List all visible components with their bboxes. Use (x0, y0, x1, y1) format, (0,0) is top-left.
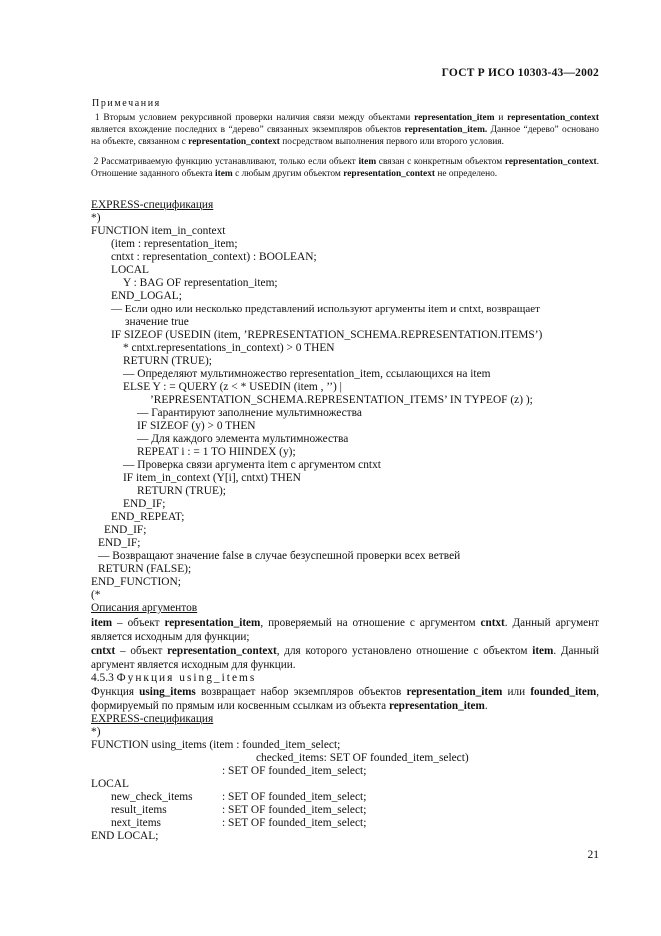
code-variable: new_check_items (111, 791, 193, 803)
argument-text: , проверяемый на отношение с аргументом (260, 617, 481, 629)
note-1 (91, 112, 599, 149)
code-line: RETURN (TRUE); (123, 355, 212, 367)
code-line: cntxt : representation_context) : BOOLEAN; (111, 251, 317, 263)
section-description (91, 686, 599, 713)
code-line: END_FUNCTION; (91, 576, 181, 588)
code-line: RETURN (TRUE); (137, 485, 226, 497)
note-text: 2 Рассматриваемую функцию устанавливают, только если объект (93, 157, 359, 167)
code-comment: — Гарантируют заполнение мультимножества (137, 407, 362, 419)
section-term: using_items (139, 686, 196, 698)
argument-item-description (91, 617, 599, 644)
code-line: END_REPEAT; (111, 511, 185, 523)
code-line: IF SIZEOF (USEDIN (item, ’REPRESENTATION_SCHEMA.REPRESENTATION.ITEMS’) (111, 329, 543, 341)
note-term: representation_context (507, 113, 599, 123)
section-text: . (484, 699, 488, 712)
code-variable: result_items (111, 804, 167, 816)
note-term: representation_context (188, 137, 280, 148)
code-line: END_LOGAL; (111, 290, 182, 302)
code-line: ’REPRESENTATION_SCHEMA.REPRESENTATION_ITEMS’ IN TYPEOF (z) ); (150, 394, 533, 406)
argument-text: – объект (112, 617, 165, 629)
code-line: END_IF; (123, 498, 166, 510)
code-line: *) (91, 212, 101, 224)
code-line: END_IF; (98, 537, 141, 549)
code-line: LOCAL (111, 264, 149, 276)
document-header-code: ГОСТ Р ИСО 10303-43—2002 (441, 67, 599, 79)
argument-text: , для которого установлено отношение с объектом (276, 645, 533, 657)
argument-descriptions-heading: Описания аргументов (91, 602, 198, 614)
section-term: representation_item (406, 686, 503, 698)
code-line: (* (91, 589, 101, 601)
code-line: LOCAL (91, 778, 129, 790)
code-line: REPEAT i : = 1 TO HIINDEX (y); (137, 446, 296, 458)
code-line: (item : representation_item; (111, 238, 238, 250)
argument-name: cntxt (91, 645, 116, 657)
code-type: : SET OF founded_item_select; (222, 804, 367, 816)
note-text: связан с конкретным объектом (376, 157, 505, 167)
code-line: END LOCAL; (91, 830, 159, 842)
argument-term: representation_item (164, 617, 261, 629)
code-line: Y : BAG OF representation_item; (123, 277, 278, 289)
argument-name: item (91, 617, 113, 629)
note-text: 1 Вторым условием рекурсивной проверки наличия связи между объектами (94, 113, 415, 123)
code-type: : SET OF founded_item_select; (222, 791, 367, 803)
code-line: RETURN (FALSE); (98, 563, 192, 575)
code-line: * cntxt.representations_in_context) > 0 THEN (123, 342, 335, 354)
note-text: с любым другим объектом (232, 169, 344, 180)
code-comment: — Если одно или несколько представлений используют аргументы item и cntxt, возвращает (111, 303, 540, 315)
express-spec-heading: EXPRESS-спецификация (91, 199, 214, 211)
section-heading (91, 672, 256, 685)
section-text: , формируемый по прямым или косвенным ссылкам из объекта (91, 686, 599, 712)
code-line: END_IF; (104, 524, 147, 536)
note-text: не определено. (435, 169, 498, 180)
section-title: Функция using_items (116, 672, 257, 684)
code-comment: — Проверка связи аргумента item с аргументом cntxt (123, 459, 381, 471)
note-term: representation_item (414, 113, 495, 123)
note-text: . Отношение заданного объекта (91, 157, 599, 180)
note-term: item (215, 169, 233, 180)
code-variable: next_items (111, 817, 161, 829)
section-term: founded_item (530, 686, 597, 698)
code-line: IF item_in_context (Y[i], cntxt) THEN (123, 472, 301, 484)
section-text: Функция (91, 686, 140, 698)
code-type: : SET OF founded_item_select; (222, 817, 367, 829)
code-line: ELSE Y : = QUERY (z < * USEDIN (item , ’’) | (123, 381, 342, 393)
note-text: является вхождение последних в “дерево” связанных экземпляров объектов (91, 125, 405, 136)
code-line: FUNCTION item_in_context (91, 225, 226, 237)
section-number: 4.5.3 (91, 672, 114, 684)
section-term: representation_item (388, 699, 485, 712)
code-line: IF SIZEOF (y) > 0 THEN (137, 420, 256, 432)
code-comment: — Определяют мультимножество representation_item, ссылающихся на item (123, 368, 491, 380)
section-text: возвращает набор экземпляров объектов (195, 686, 407, 698)
note-term: representation_context (504, 157, 597, 167)
note-term: item (358, 157, 377, 167)
argument-cntxt-description (91, 645, 599, 672)
argument-text: . Данный аргумент является исходным для функции. (91, 645, 600, 671)
notes-title: Примечания (92, 98, 161, 109)
code-comment: значение true (125, 316, 189, 328)
note-term: representation_context (343, 169, 436, 180)
argument-term: representation_context (167, 645, 277, 657)
note-text: Данное “дерево” основано на объекте, связанном с (91, 125, 599, 148)
code-line: FUNCTION using_items (item : founded_item_select; (91, 739, 341, 751)
code-comment: — Для каждого элемента мультимножества (137, 433, 349, 445)
note-text: и (494, 113, 508, 123)
note-term: representation_item. (404, 125, 488, 136)
page-number: 21 (587, 849, 599, 861)
section-text: или (502, 686, 531, 698)
express-spec-heading: EXPRESS-спецификация (91, 713, 214, 725)
code-comment: — Возвращают значение false в случае безуспешной проверки всех ветвей (98, 550, 461, 562)
argument-text: – объект (115, 645, 168, 657)
note-2 (91, 156, 599, 180)
argument-text: . Данный аргумент является исходным для функции; (91, 617, 600, 643)
argument-term: item (532, 645, 554, 657)
code-line: : SET OF founded_item_select; (222, 765, 367, 777)
argument-term: cntxt (480, 617, 505, 629)
code-line: checked_items: SET OF founded_item_select) (256, 752, 469, 764)
code-line: *) (91, 726, 101, 738)
note-text: посредством выполнения первого или второго условия. (279, 137, 504, 148)
